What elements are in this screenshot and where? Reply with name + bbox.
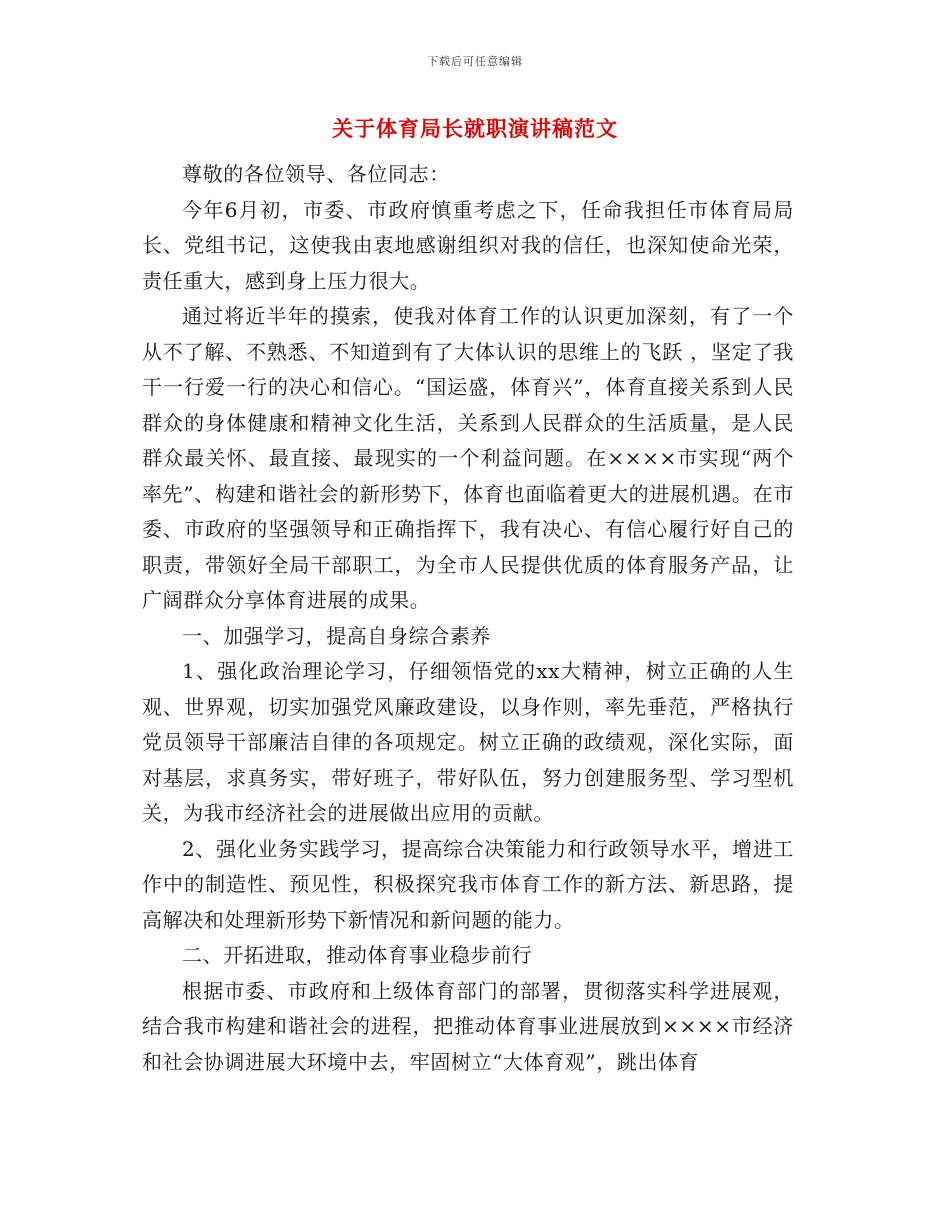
paragraph: 根据市委、市政府和上级体育部门的部署，贯彻落实科学进展观，结合我市构建和谐社会的进程，把推动体育事业进展放到××××市经济和社会协调进展大环境中去，牢固树立“大体育观”，跳出体育 bbox=[142, 978, 794, 1074]
section-heading: 二、开拓进取，推动体育事业稳步前行 bbox=[182, 943, 533, 967]
document-title: 关于体育局长就职演讲稿范文 bbox=[332, 116, 618, 141]
paragraph: 2、强化业务实践学习，提高综合决策能力和行政领导水平，增进工作中的制造性、预见性，积极探究我市体育工作的新方法、新思路，提高解决和处理新形势下新情况和新问题的能力。 bbox=[142, 836, 794, 932]
paragraph: 今年6月初，市委、市政府慎重考虑之下，任命我担任市体育局局长、党组书记，这使我由衷地感谢组织对我的信任，也深知使命光荣，责任重大，感到身上压力很大。 bbox=[142, 197, 794, 293]
paragraph-salutation: 尊敬的各位领导、各位同志： bbox=[182, 162, 450, 186]
document-body bbox=[142, 157, 794, 1080]
paragraph: 1、强化政治理论学习，仔细领悟党的xx大精神，树立正确的人生观、世界观，切实加强党风廉政建设，以身作则，率先垂范，严格执行党员领导干部廉洁自律的各项规定。树立正确的政绩观，深化实际，面对基层，求真务实，带好班子，带好队伍，努力创建服务型、学习型机关，为我市经济社会的进展做出应用的贡献。 bbox=[142, 659, 794, 825]
header-note: 下载后可任意编辑 bbox=[427, 55, 523, 68]
section-heading: 一、加强学习，提高自身综合素养 bbox=[182, 623, 491, 648]
paragraph: 通过将近半年的摸索，使我对体育工作的认识更加深刻，有了一个从不了解、不熟悉、不知道到有了大体认识的思维上的飞跃 ，坚定了我干一行爱一行的决心和信心。“国运盛，体育兴”，体育直接关系到人民群众的身体健康和精神文化生活，关系到人民群众的生活质量，是人民群众最关怀、最直接、最现实的一个利益问题。在××××市实现“两个率先”、构建和谐社会的新形势下，体育也面临着更大的进展机遇。在市委、市政府的坚强领导和正确指挥下，我有决心、有信心履行好自己的职责，带领好全局干部职工，为全市人民提供优质的体育服务产品，让广阔群众分享体育进展的成果。 bbox=[142, 304, 794, 612]
